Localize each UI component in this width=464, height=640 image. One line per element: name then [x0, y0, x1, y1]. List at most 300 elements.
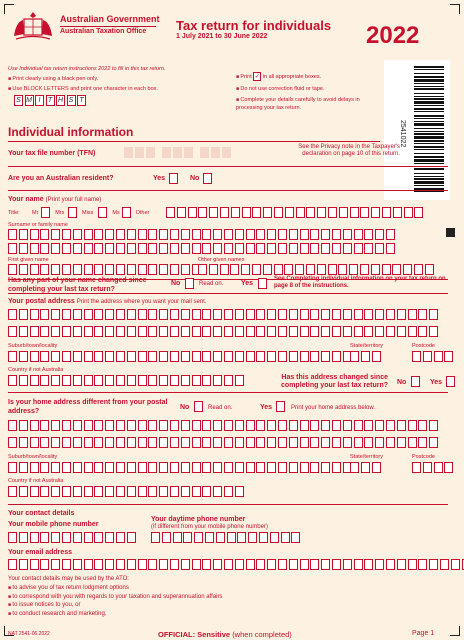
char-box[interactable]	[159, 243, 168, 254]
char-box[interactable]	[84, 351, 93, 362]
tfn-digit-box[interactable]	[124, 147, 133, 158]
char-box[interactable]	[105, 486, 114, 497]
char-box[interactable]	[339, 207, 348, 218]
char-box[interactable]	[278, 420, 287, 431]
char-box[interactable]	[256, 229, 265, 240]
char-box[interactable]	[230, 264, 239, 275]
char-box[interactable]	[8, 420, 17, 431]
char-box[interactable]	[40, 229, 49, 240]
char-box[interactable]	[183, 532, 192, 543]
char-box[interactable]	[213, 375, 222, 386]
char-box[interactable]	[94, 437, 103, 448]
char-box[interactable]	[343, 559, 352, 570]
char-box[interactable]	[267, 309, 276, 320]
char-box[interactable]	[127, 532, 136, 543]
char-box[interactable]	[40, 351, 49, 362]
char-box[interactable]	[202, 243, 211, 254]
char-box[interactable]	[202, 351, 211, 362]
char-box[interactable]	[284, 264, 293, 275]
char-box[interactable]	[354, 326, 363, 337]
char-box[interactable]	[116, 264, 125, 275]
char-box[interactable]	[84, 486, 93, 497]
char-box[interactable]	[105, 309, 114, 320]
char-box[interactable]	[40, 532, 49, 543]
char-box[interactable]	[105, 326, 114, 337]
char-box[interactable]	[138, 486, 147, 497]
char-box[interactable]	[289, 326, 298, 337]
char-box[interactable]	[274, 207, 283, 218]
char-box[interactable]	[418, 559, 427, 570]
char-box[interactable]	[192, 420, 201, 431]
char-box[interactable]	[429, 437, 438, 448]
char-box[interactable]	[440, 559, 449, 570]
char-box[interactable]	[289, 229, 298, 240]
char-box[interactable]	[246, 351, 255, 362]
char-box[interactable]	[393, 207, 402, 218]
title-checkbox[interactable]	[98, 207, 107, 218]
char-box[interactable]	[306, 207, 315, 218]
char-box[interactable]	[408, 437, 417, 448]
char-box[interactable]	[364, 229, 373, 240]
char-box[interactable]	[321, 559, 330, 570]
char-box[interactable]	[202, 229, 211, 240]
char-box[interactable]	[51, 437, 60, 448]
char-box[interactable]	[278, 309, 287, 320]
char-box[interactable]	[40, 243, 49, 254]
char-box[interactable]	[181, 229, 190, 240]
char-box[interactable]	[94, 486, 103, 497]
char-box[interactable]	[138, 351, 147, 362]
char-box[interactable]	[300, 229, 309, 240]
char-box[interactable]	[105, 351, 114, 362]
char-box[interactable]	[418, 326, 427, 337]
name-changed-no-checkbox[interactable]	[185, 278, 194, 289]
char-box[interactable]	[192, 309, 201, 320]
char-box[interactable]	[354, 559, 363, 570]
char-box[interactable]	[30, 326, 39, 337]
char-box[interactable]	[198, 264, 207, 275]
char-box[interactable]	[84, 309, 93, 320]
home-address-line1[interactable]	[8, 420, 440, 432]
char-box[interactable]	[105, 375, 114, 386]
char-box[interactable]	[170, 351, 179, 362]
char-box[interactable]	[364, 420, 373, 431]
char-box[interactable]	[256, 420, 265, 431]
char-box[interactable]	[181, 375, 190, 386]
char-box[interactable]	[267, 420, 276, 431]
char-box[interactable]	[386, 309, 395, 320]
char-box[interactable]	[116, 486, 125, 497]
char-box[interactable]	[300, 559, 309, 570]
char-box[interactable]	[354, 243, 363, 254]
char-box[interactable]	[159, 326, 168, 337]
char-box[interactable]	[148, 229, 157, 240]
char-box[interactable]	[291, 532, 300, 543]
char-box[interactable]	[321, 326, 330, 337]
char-box[interactable]	[343, 437, 352, 448]
char-box[interactable]	[295, 264, 304, 275]
name-changed-yes-checkbox[interactable]	[258, 278, 267, 289]
tfn-digit-box[interactable]	[200, 147, 209, 158]
char-box[interactable]	[8, 437, 17, 448]
char-box[interactable]	[418, 437, 427, 448]
char-box[interactable]	[213, 243, 222, 254]
char-box[interactable]	[181, 264, 190, 275]
char-box[interactable]	[252, 264, 261, 275]
char-box[interactable]	[94, 375, 103, 386]
char-box[interactable]	[267, 351, 276, 362]
char-box[interactable]	[138, 309, 147, 320]
char-box[interactable]	[289, 243, 298, 254]
char-box[interactable]	[213, 462, 222, 473]
char-box[interactable]	[267, 229, 276, 240]
char-box[interactable]	[40, 309, 49, 320]
char-box[interactable]	[138, 462, 147, 473]
char-box[interactable]	[202, 420, 211, 431]
char-box[interactable]	[148, 486, 157, 497]
char-box[interactable]	[343, 229, 352, 240]
char-box[interactable]	[8, 326, 17, 337]
char-box[interactable]	[105, 559, 114, 570]
surname-field[interactable]	[8, 229, 397, 241]
address-changed-no-checkbox[interactable]	[411, 376, 420, 387]
char-box[interactable]	[216, 532, 225, 543]
char-box[interactable]	[321, 437, 330, 448]
tfn-digit-box[interactable]	[146, 147, 155, 158]
char-box[interactable]	[202, 462, 211, 473]
char-box[interactable]	[19, 532, 28, 543]
char-box[interactable]	[310, 243, 319, 254]
char-box[interactable]	[105, 420, 114, 431]
char-box[interactable]	[40, 264, 49, 275]
char-box[interactable]	[220, 207, 229, 218]
postal-postcode-field[interactable]	[412, 351, 455, 363]
char-box[interactable]	[205, 532, 214, 543]
char-box[interactable]	[317, 264, 326, 275]
char-box[interactable]	[127, 351, 136, 362]
char-box[interactable]	[73, 486, 82, 497]
other-names-field[interactable]	[198, 264, 436, 276]
char-box[interactable]	[267, 437, 276, 448]
char-box[interactable]	[360, 264, 369, 275]
address-changed-yes-checkbox[interactable]	[446, 376, 455, 387]
char-box[interactable]	[62, 462, 71, 473]
char-box[interactable]	[235, 309, 244, 320]
char-box[interactable]	[138, 243, 147, 254]
char-box[interactable]	[19, 559, 28, 570]
char-box[interactable]	[289, 559, 298, 570]
char-box[interactable]	[224, 309, 233, 320]
char-box[interactable]	[256, 243, 265, 254]
char-box[interactable]	[418, 309, 427, 320]
char-box[interactable]	[237, 532, 246, 543]
char-box[interactable]	[105, 229, 114, 240]
char-box[interactable]	[127, 462, 136, 473]
char-box[interactable]	[148, 326, 157, 337]
char-box[interactable]	[188, 207, 197, 218]
char-box[interactable]	[404, 207, 413, 218]
char-box[interactable]	[321, 420, 330, 431]
char-box[interactable]	[51, 462, 60, 473]
char-box[interactable]	[30, 559, 39, 570]
resident-yes-checkbox[interactable]	[169, 173, 178, 184]
char-box[interactable]	[62, 229, 71, 240]
char-box[interactable]	[321, 229, 330, 240]
char-box[interactable]	[62, 375, 71, 386]
char-box[interactable]	[246, 309, 255, 320]
char-box[interactable]	[220, 264, 229, 275]
char-box[interactable]	[30, 462, 39, 473]
char-box[interactable]	[289, 309, 298, 320]
char-box[interactable]	[181, 420, 190, 431]
char-box[interactable]	[62, 420, 71, 431]
char-box[interactable]	[30, 437, 39, 448]
char-box[interactable]	[148, 420, 157, 431]
char-box[interactable]	[408, 326, 417, 337]
char-box[interactable]	[256, 351, 265, 362]
tfn-digit-box[interactable]	[211, 147, 220, 158]
char-box[interactable]	[451, 559, 460, 570]
char-box[interactable]	[84, 532, 93, 543]
char-box[interactable]	[73, 532, 82, 543]
char-box[interactable]	[192, 437, 201, 448]
char-box[interactable]	[148, 559, 157, 570]
char-box[interactable]	[40, 420, 49, 431]
char-box[interactable]	[429, 326, 438, 337]
char-box[interactable]	[386, 559, 395, 570]
postal-address-line1[interactable]	[8, 309, 440, 321]
char-box[interactable]	[246, 462, 255, 473]
char-box[interactable]	[40, 559, 49, 570]
char-box[interactable]	[192, 351, 201, 362]
char-box[interactable]	[350, 207, 359, 218]
char-box[interactable]	[310, 309, 319, 320]
char-box[interactable]	[19, 351, 28, 362]
char-box[interactable]	[444, 351, 453, 362]
char-box[interactable]	[8, 559, 17, 570]
char-box[interactable]	[213, 420, 222, 431]
char-box[interactable]	[62, 351, 71, 362]
char-box[interactable]	[30, 243, 39, 254]
char-box[interactable]	[73, 326, 82, 337]
char-box[interactable]	[429, 559, 438, 570]
char-box[interactable]	[94, 309, 103, 320]
char-box[interactable]	[360, 207, 369, 218]
char-box[interactable]	[408, 559, 417, 570]
char-box[interactable]	[127, 309, 136, 320]
char-box[interactable]	[159, 486, 168, 497]
char-box[interactable]	[73, 229, 82, 240]
char-box[interactable]	[338, 264, 347, 275]
resident-no-checkbox[interactable]	[203, 173, 212, 184]
char-box[interactable]	[51, 532, 60, 543]
char-box[interactable]	[386, 420, 395, 431]
char-box[interactable]	[310, 559, 319, 570]
char-box[interactable]	[386, 437, 395, 448]
char-box[interactable]	[84, 437, 93, 448]
char-box[interactable]	[127, 326, 136, 337]
char-box[interactable]	[310, 420, 319, 431]
char-box[interactable]	[310, 351, 319, 362]
char-box[interactable]	[148, 264, 157, 275]
char-box[interactable]	[159, 309, 168, 320]
char-box[interactable]	[62, 532, 71, 543]
char-box[interactable]	[151, 532, 160, 543]
char-box[interactable]	[202, 437, 211, 448]
char-box[interactable]	[386, 229, 395, 240]
char-box[interactable]	[173, 532, 182, 543]
char-box[interactable]	[62, 486, 71, 497]
char-box[interactable]	[213, 486, 222, 497]
char-box[interactable]	[105, 532, 114, 543]
char-box[interactable]	[354, 309, 363, 320]
char-box[interactable]	[267, 462, 276, 473]
char-box[interactable]	[73, 351, 82, 362]
char-box[interactable]	[51, 243, 60, 254]
char-box[interactable]	[354, 229, 363, 240]
char-box[interactable]	[281, 532, 290, 543]
postal-state-field[interactable]	[350, 351, 382, 363]
char-box[interactable]	[306, 264, 315, 275]
char-box[interactable]	[332, 462, 341, 473]
char-box[interactable]	[94, 243, 103, 254]
char-box[interactable]	[213, 309, 222, 320]
char-box[interactable]	[116, 229, 125, 240]
char-box[interactable]	[274, 264, 283, 275]
first-name-field[interactable]	[8, 264, 202, 276]
char-box[interactable]	[40, 326, 49, 337]
char-box[interactable]	[62, 243, 71, 254]
char-box[interactable]	[224, 243, 233, 254]
char-box[interactable]	[51, 375, 60, 386]
char-box[interactable]	[181, 559, 190, 570]
char-box[interactable]	[127, 420, 136, 431]
char-box[interactable]	[148, 437, 157, 448]
tfn-digit-box[interactable]	[173, 147, 182, 158]
char-box[interactable]	[159, 559, 168, 570]
char-box[interactable]	[73, 264, 82, 275]
char-box[interactable]	[30, 420, 39, 431]
char-box[interactable]	[256, 309, 265, 320]
char-box[interactable]	[332, 351, 341, 362]
char-box[interactable]	[166, 207, 175, 218]
char-box[interactable]	[170, 309, 179, 320]
char-box[interactable]	[364, 559, 373, 570]
char-box[interactable]	[224, 437, 233, 448]
char-box[interactable]	[328, 207, 337, 218]
char-box[interactable]	[192, 375, 201, 386]
char-box[interactable]	[127, 375, 136, 386]
char-box[interactable]	[285, 207, 294, 218]
home-diff-no-checkbox[interactable]	[194, 401, 203, 412]
char-box[interactable]	[84, 326, 93, 337]
char-box[interactable]	[170, 264, 179, 275]
char-box[interactable]	[40, 486, 49, 497]
char-box[interactable]	[51, 351, 60, 362]
char-box[interactable]	[321, 309, 330, 320]
char-box[interactable]	[181, 351, 190, 362]
char-box[interactable]	[310, 462, 319, 473]
char-box[interactable]	[350, 351, 359, 362]
char-box[interactable]	[19, 375, 28, 386]
char-box[interactable]	[256, 462, 265, 473]
char-box[interactable]	[192, 486, 201, 497]
char-box[interactable]	[372, 462, 381, 473]
char-box[interactable]	[84, 462, 93, 473]
char-box[interactable]	[84, 559, 93, 570]
char-box[interactable]	[321, 243, 330, 254]
char-box[interactable]	[84, 420, 93, 431]
char-box[interactable]	[300, 243, 309, 254]
char-box[interactable]	[235, 462, 244, 473]
char-box[interactable]	[94, 264, 103, 275]
char-box[interactable]	[116, 462, 125, 473]
char-box[interactable]	[412, 351, 421, 362]
char-box[interactable]	[224, 462, 233, 473]
char-box[interactable]	[19, 486, 28, 497]
char-box[interactable]	[418, 420, 427, 431]
char-box[interactable]	[397, 420, 406, 431]
char-box[interactable]	[159, 229, 168, 240]
char-box[interactable]	[408, 309, 417, 320]
char-box[interactable]	[332, 229, 341, 240]
char-box[interactable]	[414, 207, 423, 218]
char-box[interactable]	[310, 437, 319, 448]
tfn-field[interactable]	[124, 147, 234, 159]
title-checkbox[interactable]	[41, 207, 50, 218]
char-box[interactable]	[30, 486, 39, 497]
char-box[interactable]	[73, 309, 82, 320]
char-box[interactable]	[62, 326, 71, 337]
char-box[interactable]	[423, 351, 432, 362]
char-box[interactable]	[246, 559, 255, 570]
char-box[interactable]	[8, 532, 17, 543]
daytime-phone-field[interactable]	[151, 532, 302, 544]
char-box[interactable]	[263, 207, 272, 218]
char-box[interactable]	[51, 229, 60, 240]
char-box[interactable]	[94, 420, 103, 431]
char-box[interactable]	[73, 375, 82, 386]
char-box[interactable]	[30, 229, 39, 240]
char-box[interactable]	[371, 207, 380, 218]
char-box[interactable]	[62, 559, 71, 570]
char-box[interactable]	[310, 229, 319, 240]
char-box[interactable]	[148, 375, 157, 386]
char-box[interactable]	[209, 207, 218, 218]
char-box[interactable]	[382, 264, 391, 275]
char-box[interactable]	[62, 437, 71, 448]
char-box[interactable]	[170, 326, 179, 337]
char-box[interactable]	[382, 207, 391, 218]
char-box[interactable]	[235, 351, 244, 362]
char-box[interactable]	[375, 229, 384, 240]
tfn-digit-box[interactable]	[162, 147, 171, 158]
char-box[interactable]	[181, 462, 190, 473]
char-box[interactable]	[127, 229, 136, 240]
char-box[interactable]	[73, 243, 82, 254]
home-address-line2[interactable]	[8, 437, 440, 449]
char-box[interactable]	[213, 351, 222, 362]
char-box[interactable]	[30, 264, 39, 275]
char-box[interactable]	[300, 420, 309, 431]
char-box[interactable]	[444, 462, 453, 473]
char-box[interactable]	[116, 437, 125, 448]
char-box[interactable]	[8, 462, 17, 473]
char-box[interactable]	[213, 437, 222, 448]
char-box[interactable]	[332, 309, 341, 320]
char-box[interactable]	[263, 264, 272, 275]
email-field[interactable]	[8, 559, 464, 571]
